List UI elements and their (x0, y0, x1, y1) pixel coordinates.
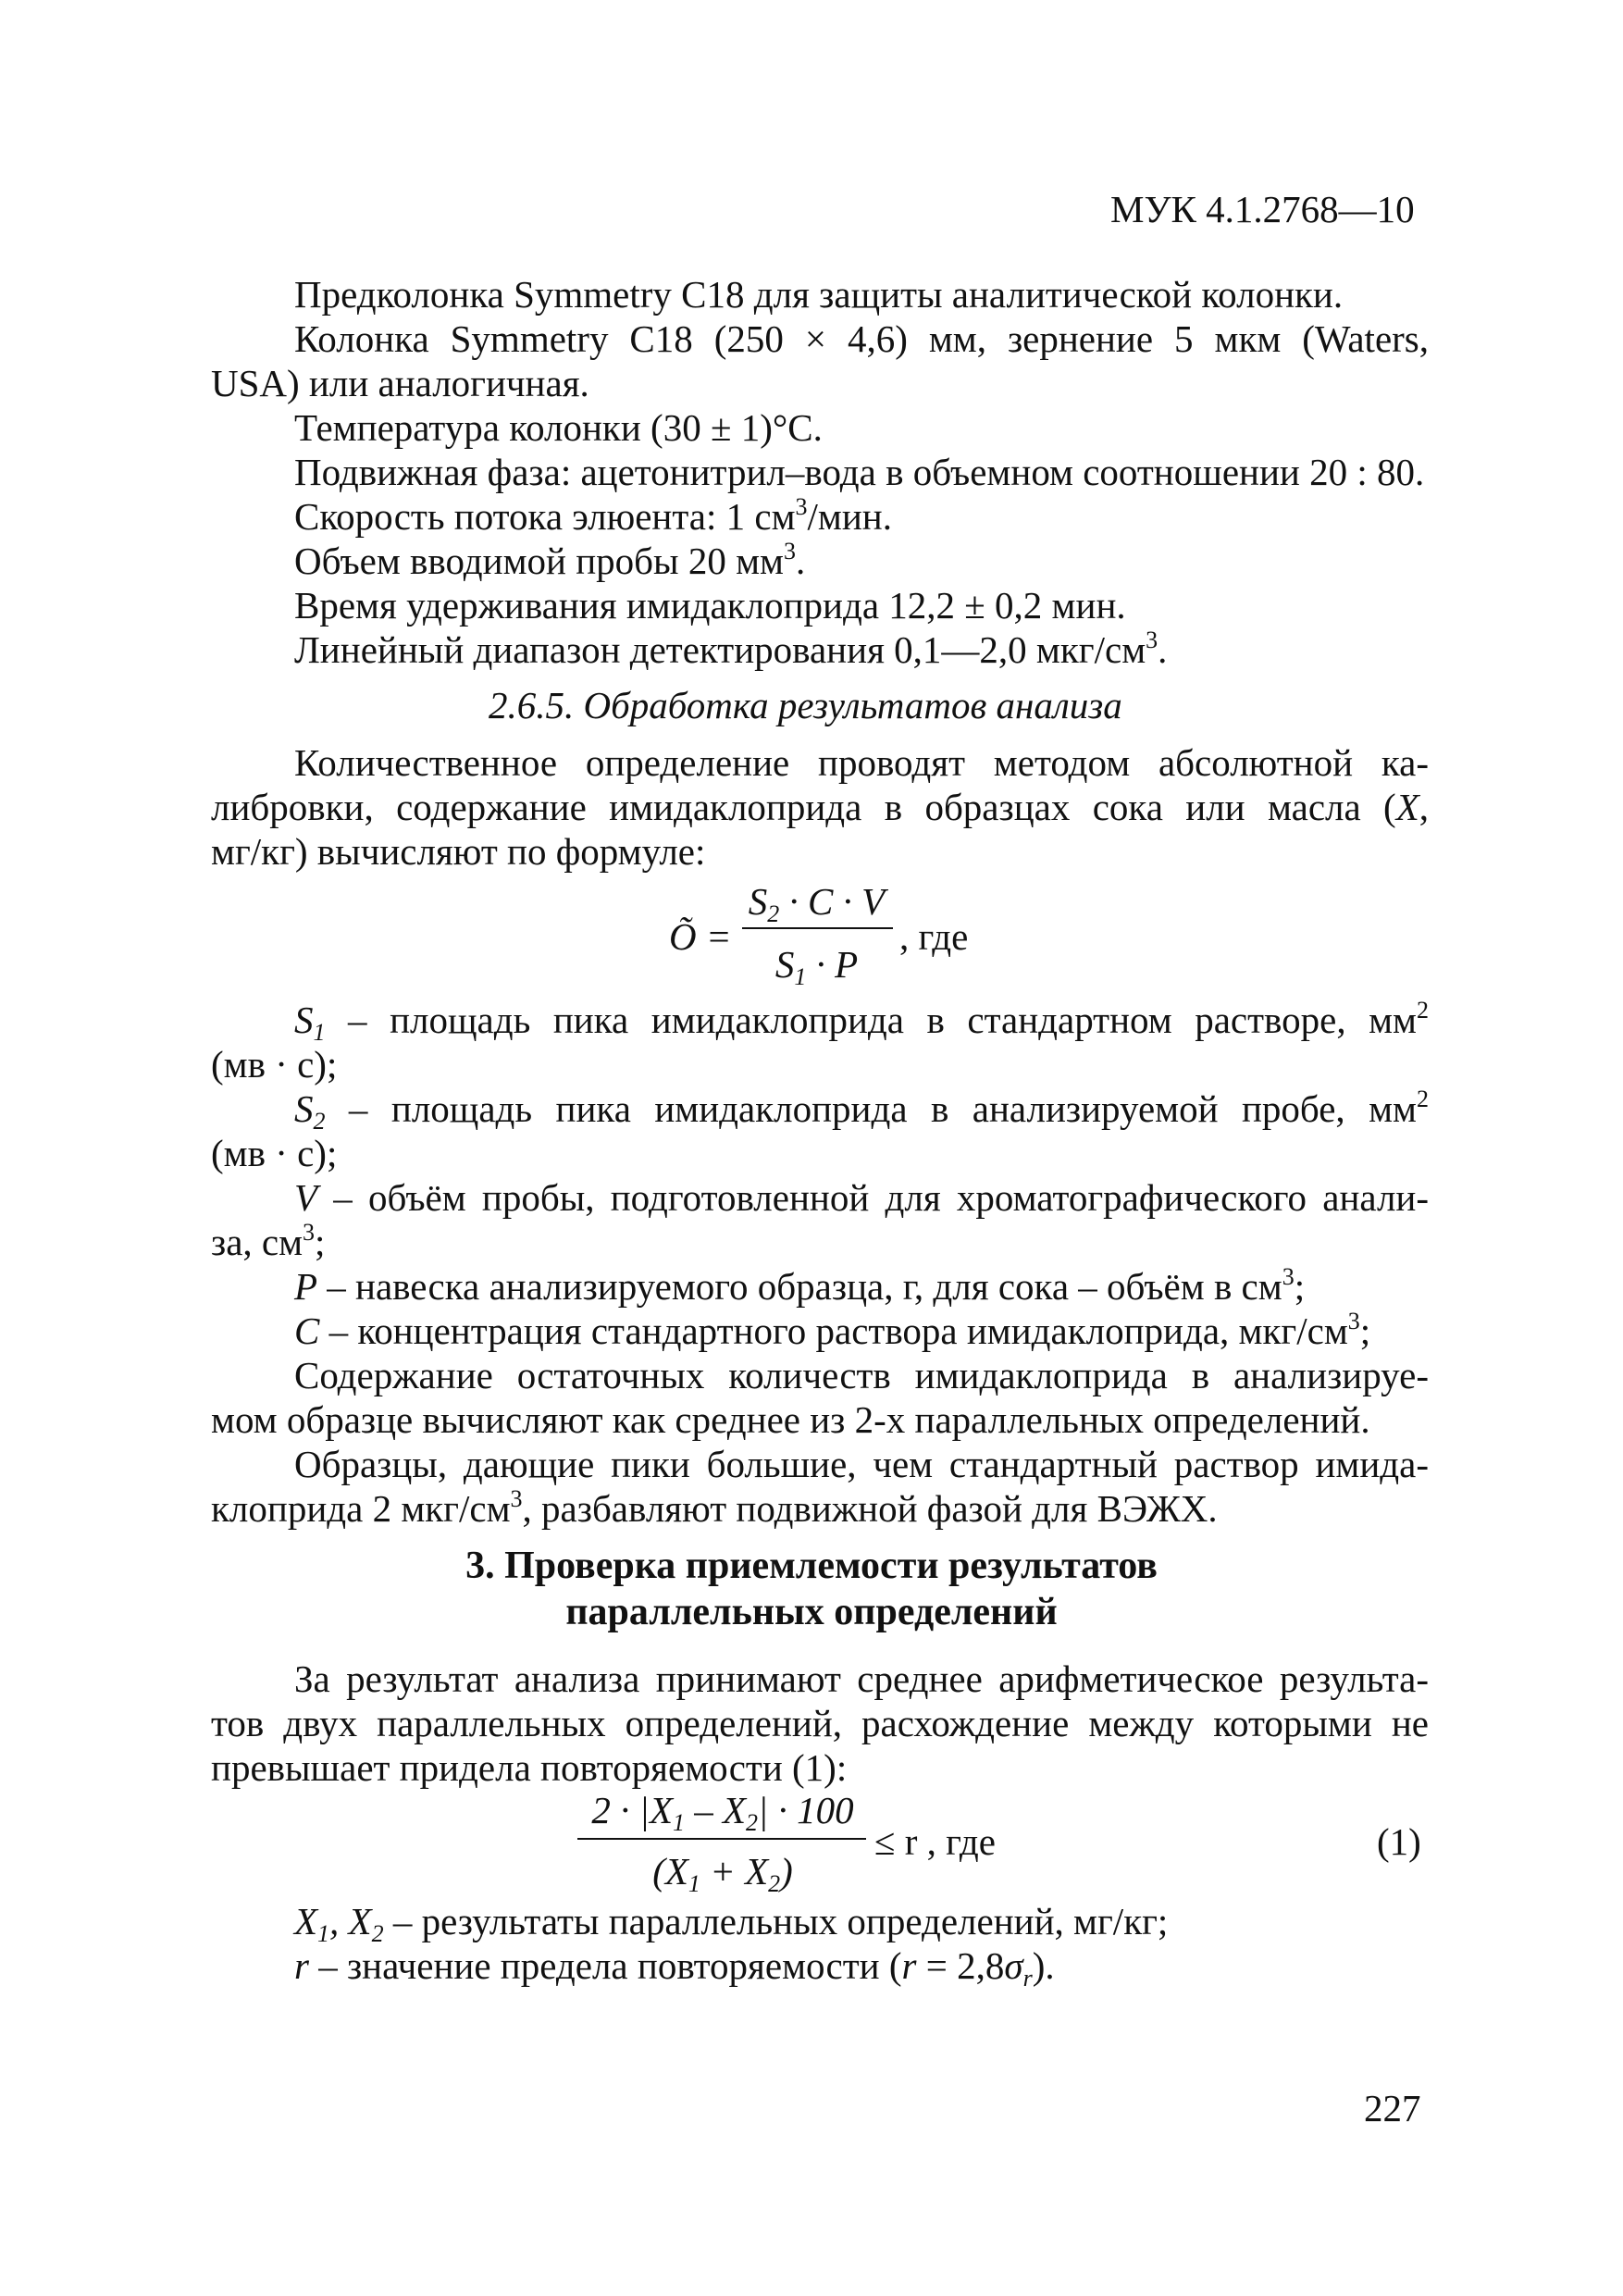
equation-number: (1) (1377, 1820, 1421, 1863)
paragraph-line: мом образце вычисляют как среднее из 2-х параллельных определений. (211, 1398, 1370, 1441)
paragraph-line: За результат анализа принимают среднее арифметическое результа- (294, 1657, 1429, 1700)
definition-v-cont: за, $см^3$; (211, 1219, 326, 1263)
formula-suffix: ≤ r , где (874, 1820, 996, 1863)
formula-denominator: $(X_1 + X_2)$ (652, 1850, 793, 1897)
paragraph-line: Количественное определение проводят методом абсолютной ка- (294, 741, 1429, 784)
definition-s1-cont: (мв · с); (211, 1043, 338, 1086)
paragraph-line: превышает придела повторяемости (1): (211, 1746, 848, 1789)
fraction-bar (577, 1838, 866, 1840)
line-column-cont: USA) или аналогичная. (211, 362, 589, 404)
formula-numerator: $S_2 \cdot C \cdot V$ (748, 880, 886, 927)
page-number: 227 (1364, 2087, 1421, 2129)
formula-suffix: , где (899, 915, 969, 958)
line-flow-rate: Скорость потока элюента: 1 $см^3$/мин. (294, 493, 893, 538)
document-code: МУК 4.1.2768—10 (1110, 188, 1415, 230)
paragraph-line: клоприда 2 мкг/$см^3$, разбавляют подвижной фазой для ВЭЖХ. (211, 1485, 1218, 1530)
paragraph-line: тов двух параллельных определений, расхождение между которыми не (211, 1702, 1429, 1744)
line-temperature: Температура колонки (30 ± 1)°С. (294, 406, 823, 449)
formula-denominator: $S_1 \cdot P$ (774, 943, 859, 990)
definition-v: V – объём пробы, подготовленной для хроматографического анали- (294, 1176, 1429, 1219)
line-retention-time: Время удерживания имидаклоприда 12,2 ± 0,2 мин. (294, 584, 1126, 627)
line-injection-volume: Объем вводимой пробы 20 $мм^3$. (294, 538, 806, 582)
paragraph-line: мг/кг) вычисляют по формуле: (211, 830, 706, 873)
definition-x1-x2: $X_1$, $X_2$ – результаты параллельных определений, мг/кг; (294, 1900, 1169, 1947)
paragraph-line: Содержание остаточных количеств имидаклоприда в анализируе- (294, 1354, 1429, 1396)
definition-r: r – значение предела повторяемости $(r = 2,8\sigma_r)$. (294, 1944, 1055, 1992)
line-column: Колонка Symmetry C18 (250 × 4,6) мм, зернение 5 мкм (Waters, (294, 317, 1429, 360)
line-precolumn: Предколонка Symmetry C18 для защиты аналитической колонки. (294, 273, 1344, 316)
paragraph-line: Образцы, дающие пики большие, чем стандартный раствор имида- (294, 1443, 1429, 1485)
fraction-bar (742, 927, 893, 929)
line-mobile-phase: Подвижная фаза: ацетонитрил–вода в объемном соотношении 20 : 80. (294, 451, 1425, 493)
definition-p: P – навеска анализируемого образца, г, для сока – объём в $см^3$; (294, 1263, 1306, 1308)
formula-lhs: Õ = (669, 915, 732, 958)
section-heading-3-line2: параллельных определений (565, 1591, 1058, 1633)
definition-s2-cont: (мв · с); (211, 1132, 338, 1174)
definition-s1: $S_1$ – площадь пика имидаклоприда в стандартном растворе, $мм^2$ (294, 997, 1429, 1046)
paragraph-line: либровки, содержание имидаклоприда в образцах сока или масла (X, (211, 786, 1429, 828)
definition-c: C – концентрация стандартного раствора имидаклоприда, мкг/$см^3$; (294, 1308, 1371, 1352)
definition-s2: $S_2$ – площадь пика имидаклоприда в анализируемой пробе, $мм^2$ (294, 1086, 1429, 1135)
section-heading-2-6-5: 2.6.5. Обработка результатов анализа (489, 684, 1122, 726)
section-heading-3-line1: 3. Проверка приемлемости результатов (465, 1545, 1158, 1587)
line-linear-range: Линейный диапазон детектирования 0,1—2,0 мкг/$см^3$. (294, 627, 1168, 671)
formula-numerator: $2 \cdot |X_1 - X_2| \cdot 100$ (591, 1789, 854, 1836)
